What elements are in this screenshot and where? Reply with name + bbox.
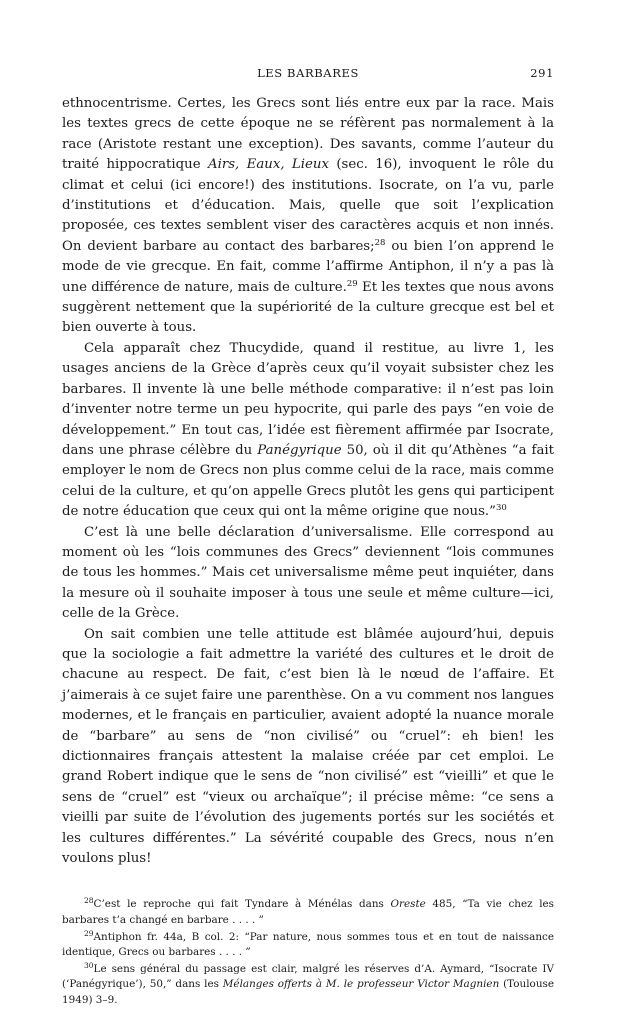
footnote-ref-29: 29 bbox=[346, 278, 358, 289]
footnote-28: $^{28}$C’est le reproche qui fait Tyndare à Ménélas dans Oreste 485, “Ta vie chez les barbares t’a changé en barbare . . . . ” bbox=[62, 896, 555, 927]
running-header bbox=[62, 66, 554, 86]
book-page bbox=[62, 66, 554, 1010]
footnote-number: 30 bbox=[84, 960, 94, 970]
work-title: Airs, Eaux, Lieux bbox=[207, 157, 329, 173]
paragraph-3: C’est là une belle déclaration d’universalisme. Elle correspond au moment où les “lois communes des Grecs” deviennent “lois communes de tous les hommes.” Mais cet universalisme même peut inquiéter, dans la mesure où il souhaite imposer à tous une seule et même culture—ici, celle de la Grèce. bbox=[62, 524, 554, 622]
work-title: Panégyrique bbox=[257, 442, 342, 458]
body-text bbox=[62, 94, 554, 869]
footnote-30: $^{30}$Le sens général du passage est clair, malgré les réserves d’A. Aymard, “Isocrate IV (‘Panégyrique’), 50,” dans les Mélanges offerts à M. le professeur Victor Magnien (Toulouse 1949) 3–9. bbox=[62, 960, 554, 1006]
paragraph-1: ethnocentrisme. Certes, les Grecs sont liés entre eux par la race. Mais les textes grecs de cette époque ne se réfèrent pas normalement à la race (Aristote restant une exception). Des savants, comme l’auteur du traité hippocratique Airs, Eaux, Lieux (sec. 16), invoquent le rôle du climat et celui (ici encore!) des institutions. Isocrate, on l’a vu, parle d’institutions et d’éducation. Mais, quelle que soit l’explication proposée, ces textes semblent viser des caractères acquis et non innés. On devient barbare au contact des barbares;$^{28}$ ou bien l’on apprend le mode de vie grecque. En fait, comme l’affirme Antiphon, il n’y a pas là une différence de nature, mais de culture.$^{29}$ Et les textes que nous avons suggèrent nettement que la supériorité de la culture grecque est bel et bien ouverte à tous. bbox=[62, 96, 554, 336]
footnote-ref-30: 30 bbox=[495, 503, 507, 514]
paragraph-2: Cela apparaît chez Thucydide, quand il restitue, au livre 1, les usages anciens de la Grèce d’après ceux qu’il voyait subsister chez les barbares. Il invente là une belle méthode comparative: il n’est pas loin d’inventer notre terme un peu hypocrite, qui parle des pays “en voie de développement.” En tout cas, l’idée est fièrement affirmée par Isocrate, dans une phrase célèbre du Panégyrique 50, où il dit qu’Athènes “a fait employer le nom de Grecs non plus comme celui de la race, mais comme celui de la culture, et qu’on appelle Grecs plutôt les gens qui participent de notre éducation que ceux qui ont la même origine que nous.”$^{30}$ bbox=[62, 340, 554, 520]
footnote-ref-28: 28 bbox=[374, 237, 386, 248]
paragraph-4: On sait combien une telle attitude est blâmée aujourd’hui, depuis que la sociologie a fait admettre la variété des cultures et le droit de chacune au respect. De fait, c’est bien là le nœud de l’affaire. Et j’aimerais à ce sujet faire une parenthèse. On a vu comment nos langues modernes, et le français en particulier, avaient adopté la nuance morale de “barbare” au sens de “non civilisé” ou “cruel”: eh bien! les dictionnaires français attestent la malaise créée par cet emploi. Le grand Robert indique que le sens de “non civilisé” est “vieilli” et que le sens de “cruel” est “vieux ou archaïque”; il précise même: “ce sens a vieilli par suite de l’évolution des jugements portés sur les sociétés et les cultures différentes.” La sévérité coupable des Grecs, nous n’en voulons plus! bbox=[62, 626, 554, 867]
footnote-number: 28 bbox=[84, 896, 94, 906]
work-title: Oreste bbox=[390, 898, 426, 911]
work-title: Mélanges offerts à M. le professeur Victor Magnien bbox=[222, 978, 500, 991]
running-title: LES BARBARES bbox=[257, 66, 359, 80]
footnotes bbox=[62, 897, 554, 1008]
page-number: 291 bbox=[530, 66, 554, 80]
footnote-29: $^{29}$Antiphon fr. 44a, B col. 2: “Par nature, nous sommes tous et en tout de naissance identique, Grecs ou barbares . . . . ” bbox=[62, 928, 554, 959]
footnote-number: 29 bbox=[84, 928, 94, 938]
